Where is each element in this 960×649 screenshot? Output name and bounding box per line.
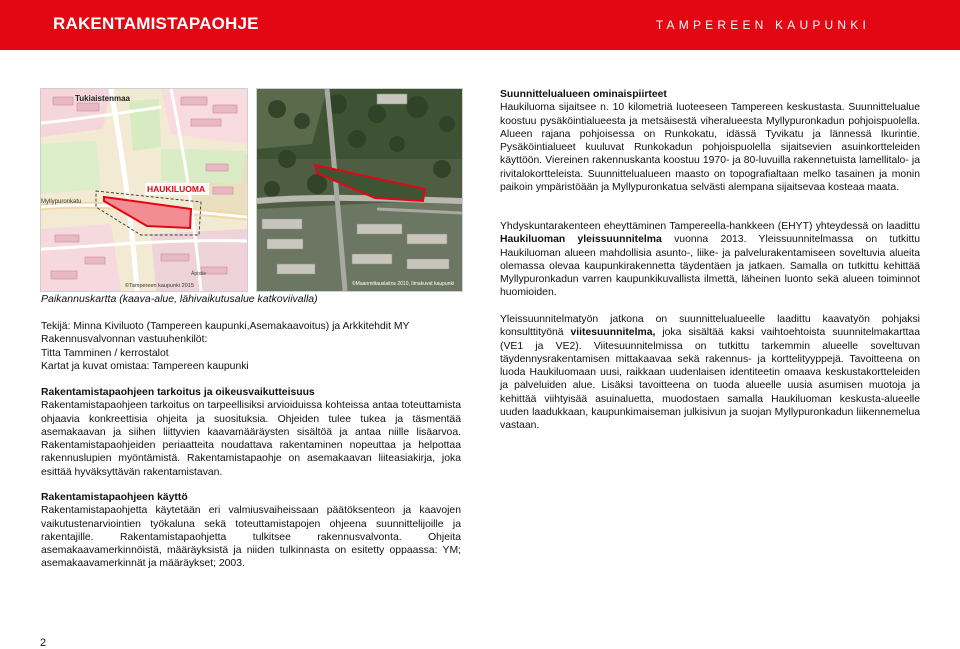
credits-author: Tekijä: Minna Kiviluoto (Tampereen kaupunki,Asemakaavoitus) ja Arkkitehdit MY — [41, 321, 410, 332]
purpose-section — [41, 386, 461, 479]
reference-plan-paragraph — [500, 313, 920, 433]
usage-heading: Rakentamistapaohjeen käyttö — [41, 492, 188, 503]
credits-ownership: Kartat ja kuvat omistaa: Tampereen kaupunki — [41, 360, 249, 372]
map-label-tukiaistenmaa: Tukiaistenmaa — [75, 94, 130, 103]
header-bar — [0, 0, 960, 50]
features-body: Haukiluoma sijaitsee n. 10 kilometriä luoteeseen Tampereen keskustasta. Suunnittelualue koostuu pysäköintialueesta ja metsäisestä viheralueesta Myllypuronkadun pohjoispuolella. Alueen rajana pohjoisessa on Runkokatu, idässä Tyvikatu ja lännessä Ikurintie. Pysäköintialueet kuuluvat Runkokadun pohjoispuolella sijaitsevien asuinkortteleiden käyttöön. Viereinen rakennuskanta koostuu 1970- ja 80-luvuilla rakennetuista lamellitalo- ja rivitalokortteleista. Suunnittelualueen maasto on topografialtaan melko tasainen ja monin paikoin ympäristöään ja Myllypuronkatua selvästi alempana sijaitsevaa kosteaa maata. — [500, 102, 920, 194]
ehyt-text-start: Yhdyskuntarakenteen eheyttäminen Tampereella-hankkeen (EHYT) yhteydessä on laadittu — [500, 221, 920, 232]
aerial-photo — [256, 88, 463, 292]
brand-name: TAMPEREEN KAUPUNKI — [655, 18, 870, 32]
aerial-copyright: ©Maanmittauslaitos 2010, Ilmakuvat kaupunki — [352, 281, 455, 287]
document-title: RAKENTAMISTAPAOHJE — [53, 14, 259, 33]
reference-text-start: Yleissuunnitelmatyön jatkona on suunnittelualueelle laadittu kaavatyön pohjaksi konsulttityönä — [500, 314, 920, 339]
ehyt-paragraph — [500, 220, 920, 300]
ehyt-plan-name: Haukiluoman yleissuunnitelma — [500, 234, 662, 246]
map-copyright: ©Tampereen kaupunki 2015 — [125, 283, 194, 289]
features-section — [500, 88, 920, 194]
location-map — [40, 88, 248, 292]
purpose-body: Rakentamistapaohjeen tarkoitus on tarpeellisiksi arvioiduissa kohteissa antaa toteuttamista ohjaavia konkreettisia ohjeita ja suosituksia. Ohjeiden tulee tukea ja täsmentää asemakaavan ja siihen liittyvien kaavamääräysten sisältöä ja antaa niille lisäarvoa. Rakentamistapaohjeiden periaatteita noudattava rakentaminen nopeuttaa ja helpottaa rakennuslupien myöntämistä. Rakentamistapaohje on asemakaavan liiteasiakirja, joka esittää hyväksyttävän rakentamistavan. — [41, 400, 461, 478]
usage-section — [41, 491, 461, 571]
credits-block — [41, 320, 461, 373]
reference-text-end: joka sisältää kaksi vaihtoehtoista suunnitelmakarttaa (VE1 ja VE2). Viitesuunnitelmissa on tutkittu tarkemmin alueelle soveltuvan täydennysrakentamisen mittakaavaa sekä rakennus- ja korttelityyppejä. Tavoitteena on luoda Haukiluomaan uusi, raikkaan uudenlaisen identiteetin omaava keskustakortteleiden ja palveluiden alue. Lisäksi tavoitteena on tuoda alueelle uusia asumisen muotoja ja kehittää viihtyisää asuinaluetta, muodostaen samalla Haukiluoman keskusta-alueelle uuden laadukkaan, kaupunkimaiseman julkisivun ja suojan Myllypuronkadun liikennemelua vastaan. — [500, 327, 920, 432]
usage-body: Rakentamistapaohjetta käytetään eri valmiusvaiheissaan päätöksenteon ja kaavojen vaikutustenarviointien työkaluna sekä toteuttamistapojen ohjeena suunnittelijoille ja rakentajille. Rakentamistapaohjetta tulkitsee rakennusvalvonta. Ohjeita asemakaavamerkinnöistä, määräyksistä ja niiden tulkinnasta on esitetty oppaassa: YM; asemakaavamerkinnät ja määräykset; 2003. — [41, 505, 461, 570]
reference-plan-name: viitesuunnitelma, — [570, 327, 656, 339]
page-number: 2 — [40, 637, 47, 649]
credits-supervisors-label: Rakennusvalvonnan vastuuhenkilöt: — [41, 334, 208, 346]
map-label-aspistie: Äpistie — [191, 271, 207, 277]
credits-supervisor: Titta Tamminen / kerrostalot — [41, 347, 169, 359]
map-label-haukiluoma: HAUKILUOMA — [147, 184, 206, 194]
map-label-street: Myllypuronkatu — [41, 199, 82, 205]
purpose-heading: Rakentamistapaohjeen tarkoitus ja oikeusvaikutteisuus — [41, 387, 315, 398]
features-heading: Suunnittelualueen ominaispiirteet — [500, 89, 667, 100]
ehyt-text-end: vuonna 2013. Yleissuunnitelmassa on tutkittu Haukiluoman alueen mahdollisia asunto-, liike- ja palvelurakentamiseen soveltuvia alueita olemassa olevaa kaupunkirakennetta täydentäen ja jatkaen. Samalla on tutkittu kehittää Myllypuronkadun varren kaupunkikuvallista ilmettä, läheinen luonto sekä alueen toiminnot huomioiden. — [500, 234, 920, 299]
map-caption: Paikannuskartta (kaava-alue, lähivaikutusalue katkoviivalla) — [41, 293, 318, 305]
